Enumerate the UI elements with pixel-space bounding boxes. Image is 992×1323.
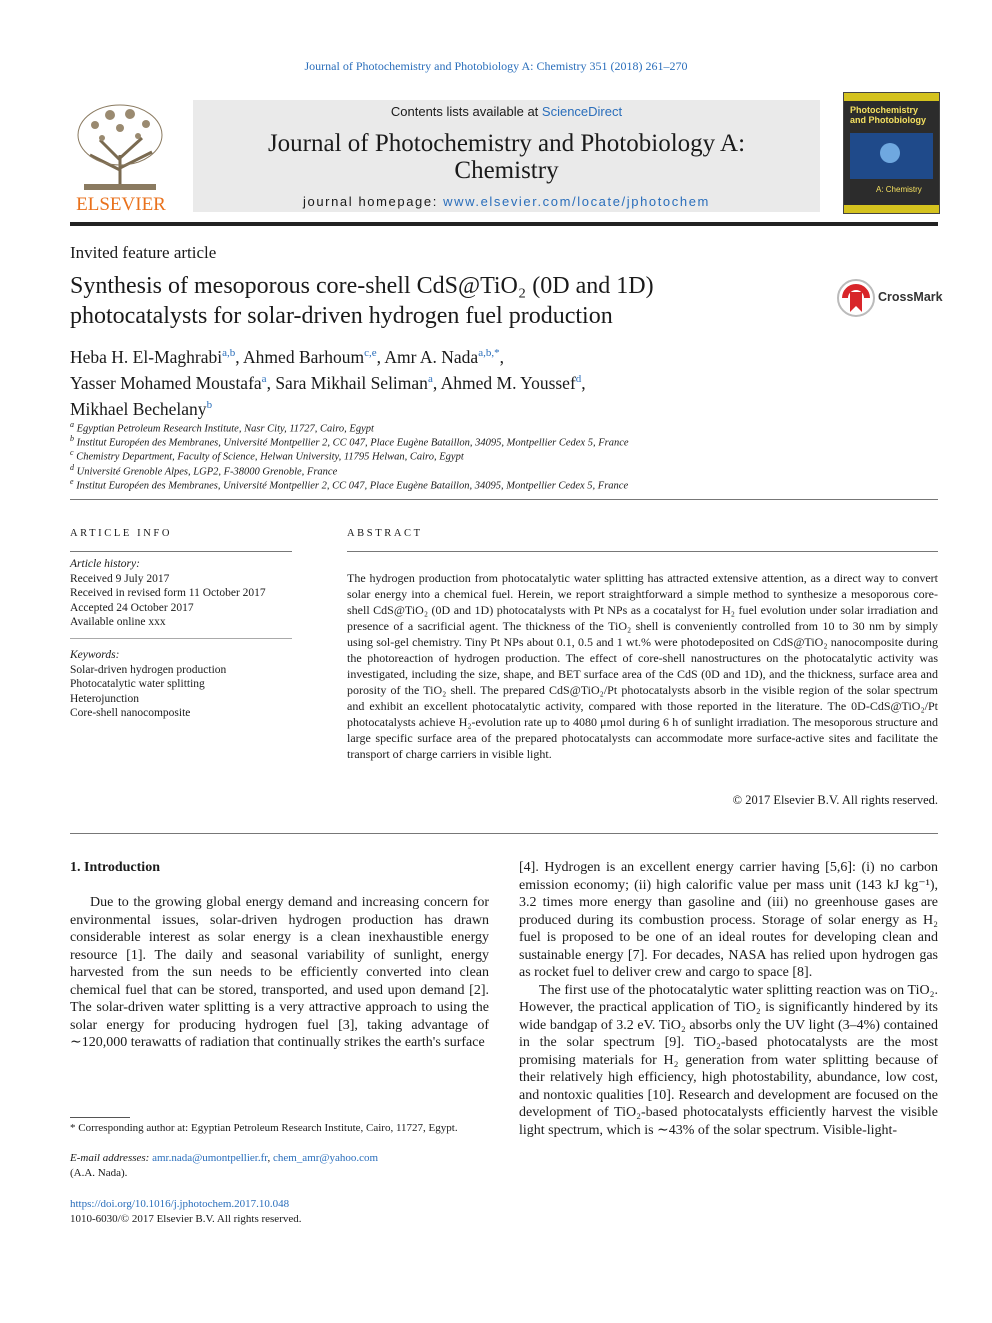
cover-title: Photochemistry and Photobiology: [850, 105, 926, 125]
doi-link[interactable]: https://doi.org/10.1016/j.jphotochem.2017.10.048: [70, 1198, 290, 1210]
article-type: Invited feature article: [70, 243, 217, 262]
abstract-divider: [70, 833, 938, 834]
author-name[interactable]: Mikhael Bechelany: [70, 398, 207, 419]
author-affil-sup[interactable]: a,b: [222, 347, 236, 359]
keywords-label: Keywords:: [70, 649, 120, 661]
intro-paragraph-2: [4]. Hydrogen is an excellent energy carrier having [5,6]: (i) no carbon emission economy; (ii) high calorific value per mass unit (143 kJ kg⁻¹), 3.2 times more energy than gasoline and (iii) no greenhouse gases are produced during its combustion process. Storage of solar energy as H₂ fuel is proposed to be one of an ideal routes for developing clean and sustainable energy [7]. For decades, NASA has relied upon hydrogen gas as rocket fuel to deliver crew and cargo to space [8].: [519, 860, 938, 980]
affiliation-a: $^a$ Egyptian Petroleum Research Institute, Nasr City, 11727, Cairo, Egypt: [70, 420, 374, 435]
author-name[interactable]: Heba H. El-Maghrabi: [70, 346, 223, 367]
cover-subtitle: A: Chemistry: [876, 185, 922, 194]
history-online: Available online xxx: [70, 616, 166, 628]
footnote-rule: [70, 1117, 130, 1118]
author-name[interactable]: Ahmed Barhoum: [243, 346, 365, 367]
crossmark-badge[interactable]: [836, 278, 946, 318]
author-name[interactable]: Ahmed M. Youssef: [440, 372, 576, 393]
author-affil-sup[interactable]: a: [427, 372, 433, 385]
cover-artwork: [850, 133, 933, 179]
affiliation-c: $^c$ Chemistry Department, Faculty of Science, Helwan University, 11795 Helwan, Cairo, Egypt: [70, 448, 464, 463]
author-affil-sup[interactable]: c,e: [364, 347, 377, 359]
journal-title: [193, 130, 820, 184]
abstract-text: The hydrogen production from photocatalytic water splitting has attracted extensive attention, as a direct way to convert solar energy into a chemical fuel. Herein, we report straightforward a simple method to synthesize a mesoporous core-shell CdS@TiO₂ (0D and 1D) photocatalysts with Pt NPs as a cocatalyst for H₂ fuel evolution under solar irradiation and presence of a sacrificial agent. The thickness of the TiO₂ shell is conveniently controlled from 10 to 30 nm by simply using sol-gel chemistry. Tiny Pt NPs about 0.1, 0.5 and 1 wt.% were photodeposited on CdS@TiO₂ nanocomposite during the photoreaction of hydrogen production. The effect of core-shell nanostructures on the photocatalytic activity was investigated, including the size, shape, and BET surface area of the CdS (0D and 1D), and the thickness, surface area and porosity of the TiO₂ shell. The prepared CdS@TiO₂/Pt photocatalysts absorb in the visible region of the solar spectrum and exhibit an excellent photocatalytic activity, compared with those reported in the literature. The 0D-CdS@TiO₂/Pt photocatalysts achieve H₂-evolution rate up to 4080 μmol during 6 h of sunlight irradiation. The mesoporous structure and large specific surface area of the prepared photocatalysts can accommodate more surface-active sites and facilitate the transport of charge carriers in visible light.: [347, 571, 938, 761]
author-list: Heba H. El-Maghrabi$^{a,b}$, Ahmed Barhoum$^{c,e}$, Amr A. Nada$^{a,b,*}$, Yasser Mohamed Moustafa$^a$, Sara Mikhail Seliman$^a$, Ahmed M. Youssef$^d$, Mikhael Bechelany$^b$: [70, 346, 586, 419]
elsevier-logo: [70, 100, 172, 212]
article-info-rule: [70, 551, 292, 552]
journal-title-line2: Chemistry: [454, 157, 559, 184]
intro-left-column: [70, 894, 489, 1052]
article-title-line2: photocatalysts for solar-driven hydrogen fuel production: [70, 303, 613, 329]
history-label: Article history:: [70, 558, 140, 570]
keyword-item: Heterojunction: [70, 692, 139, 705]
affiliation-d: $^d$ Université Grenoble Alpes, LGP2, F-38000 Grenoble, France: [70, 463, 338, 478]
author-name[interactable]: Amr A. Nada: [384, 346, 479, 367]
author-affil-sup[interactable]: a,b,*: [478, 347, 500, 359]
header-divider: [70, 222, 938, 226]
article-info-heading: ARTICLE INFO: [70, 528, 173, 539]
publisher-name: ELSEVIER: [76, 194, 166, 212]
email-link-2[interactable]: chem_amr@yahoo.com: [272, 1152, 379, 1164]
intro-heading: 1. Introduction: [70, 860, 160, 875]
abstract-rule: [347, 551, 938, 552]
journal-homepage: [193, 194, 820, 209]
keyword-item: Core-shell nanocomposite: [70, 707, 191, 719]
intro-paragraph-1: Due to the growing global energy demand and increasing concern for environmental issues, solar-driven hydrogen production has drawn considerable interest as solar energy is a clean inexhaustible energy resource [1]. The daily and seasonal variability of sunlight, energy harvested from the sun needs to be efficiently converted into clean chemical fuel that can be stored, transported, and used upon demand [2]. The solar-driven water splitting is a very attractive approach to using the solar energy for producing hydrogen fuel [3], taking advantage of ∼120,000 terawatts of radiation that continually strikes the earth's surface: [70, 895, 489, 1050]
keywords-rule: [70, 638, 292, 639]
author-affil-sup[interactable]: d: [575, 372, 582, 385]
author-name[interactable]: Sara Mikhail Seliman: [275, 372, 428, 393]
affiliation-divider: [70, 499, 938, 500]
history-revised: Received in revised form 11 October 2017: [70, 587, 266, 599]
journal-citation[interactable]: Journal of Photochemistry and Photobiology A: Chemistry 351 (2018) 261–270: [304, 59, 688, 73]
email-owner: (A.A. Nada).: [70, 1167, 128, 1179]
footnote-corresponding: * Corresponding author at: Egyptian Petroleum Research Institute, Cairo, 11727, Egypt.: [70, 1122, 458, 1134]
contents-prefix: Contents lists available at: [390, 104, 542, 119]
affiliation-b: $^b$ Institut Européen des Membranes, Université Montpellier 2, CC 047, Place Eugène Bataillon, 34095, Montpellier Cedex 5, France: [70, 434, 629, 449]
author-affil-sup[interactable]: a: [261, 372, 267, 385]
article-title: [70, 271, 790, 331]
crossmark-label: CrossMark: [878, 290, 943, 304]
article-history: [70, 557, 292, 630]
intro-right-column: [519, 859, 938, 1139]
homepage-link[interactable]: www.elsevier.com/locate/jphotochem: [443, 194, 710, 209]
crossmark-icon: [836, 278, 876, 318]
keywords: [70, 648, 292, 721]
email-label: E-mail addresses:: [70, 1152, 153, 1164]
journal-title-line1: Journal of Photochemistry and Photobiology A:: [267, 130, 746, 157]
sciencedirect-link[interactable]: ScienceDirect: [541, 104, 623, 119]
issn-copyright: 1010-6030/© 2017 Elsevier B.V. All rights reserved.: [70, 1213, 302, 1225]
affiliation-e: $^e$ Institut Européen des Membranes, Université Montpellier 2, CC 047, Place Eugène Bataillon, 34095, Montpellier Cedex 5, France: [70, 477, 629, 492]
author-name[interactable]: Yasser Mohamed Moustafa: [70, 372, 262, 393]
email-link-1[interactable]: amr.nada@umontpellier.fr: [152, 1152, 268, 1164]
journal-cover-image: [843, 92, 940, 214]
homepage-label: journal homepage:: [303, 194, 444, 209]
abstract-copyright: © 2017 Elsevier B.V. All rights reserved.: [732, 793, 938, 807]
author-affil-sup[interactable]: b: [206, 398, 213, 411]
keyword-item: Solar-driven hydrogen production: [70, 663, 227, 676]
article-title-line1: Synthesis of mesoporous core-shell CdS@TiO₂ (0D and 1D): [70, 273, 654, 299]
footnote-emails: E-mail addresses: amr.nada@umontpellier.fr, chem_amr@yahoo.com (A.A. Nada).: [70, 1151, 489, 1181]
elsevier-tree-icon: [70, 100, 172, 212]
abstract-heading: ABSTRACT: [347, 528, 423, 539]
intro-paragraph-3: The first use of the photocatalytic water splitting reaction was on TiO₂. However, the practical application of TiO₂ is significantly hindered by its wide bandgap of 3.2 eV. TiO₂ absorbs only the UV light (3–4%) contained in the solar spectrum [9]. TiO₂-based photocatalysts are the most promising materials for H₂ generation from water splitting because of their relatively high efficiency, high photostability, abundance, low cost, and nontoxic qualities [10]. Research and development are focused on the development of TiO₂-based photocatalysts efficiently harvest the visible light spectrum, which is ∼43% of the solar spectrum. Visible-light-: [519, 982, 938, 1138]
history-received: Received 9 July 2017: [70, 572, 170, 585]
history-accepted: Accepted 24 October 2017: [70, 601, 194, 614]
contents-line: [193, 104, 820, 119]
keyword-item: Photocatalytic water splitting: [70, 678, 205, 690]
